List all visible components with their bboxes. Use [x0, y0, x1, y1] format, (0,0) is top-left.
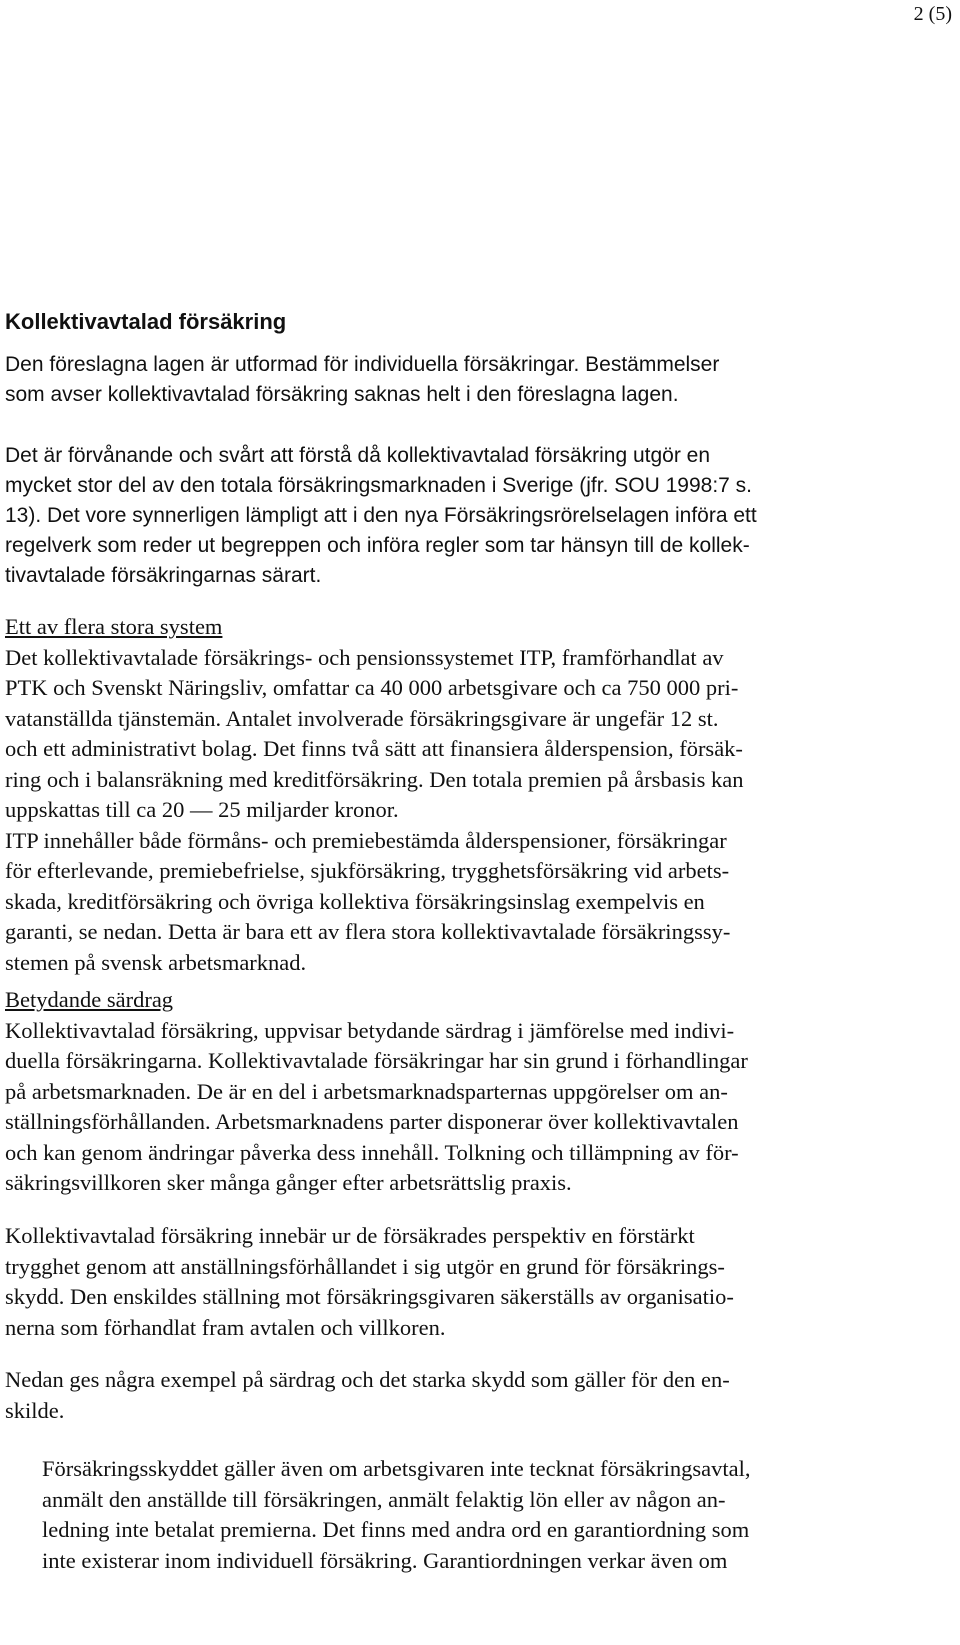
text-line: stemen på svensk arbetsmarknad. [5, 949, 307, 975]
text-line: Försäkringsskyddet gäller även om arbetsgivaren inte tecknat försäkringsavtal, [42, 1456, 751, 1481]
text-line: ledning inte betalat premierna. Det finns med andra ord en garantiordning som [42, 1517, 750, 1542]
text-line: duella försäkringarna. Kollektivavtalade försäkringar har sin grund i förhandlingar [5, 1048, 748, 1073]
text-line: mycket stor del av den totala försäkringsmarknaden i Sverige (jfr. SOU 1998:7 s. [5, 474, 753, 497]
text-line: och kan genom ändringar påverka dess innehåll. Tolkning och tillämpning av för- [5, 1139, 739, 1165]
text-line: Det är förvånande och svårt att förstå då kollektivavtalad försäkring utgör en [5, 444, 711, 467]
text-line: uppskattas till ca 20 — 25 miljarder kronor. [5, 797, 399, 822]
subheading-distinct-features: Betydande särdrag [5, 987, 174, 1012]
text-line: inte existerar inom individuell försäkring. Garantiordningen verkar även om [42, 1547, 728, 1573]
text-line: skada, kreditförsäkring och övriga kollektiva försäkringsinslag exempelvis en [5, 888, 705, 914]
text-line: garanti, se nedan. Detta är bara ett av flera stora kollektivavtalade försäkringssy- [5, 919, 731, 944]
text-line: anmält den anställde till försäkringen, anmält felaktig lön eller av någon an- [42, 1486, 726, 1512]
paragraph-intro [5, 350, 895, 410]
text-line: ring och i balansräkning med kreditförsäkring. Den totala premien på årsbasis kan [5, 766, 744, 792]
section-large-system [5, 612, 895, 978]
paragraph-guarantee [42, 1454, 897, 1576]
text-line: Det kollektivavtalade försäkrings- och pensionssystemet ITP, framförhandlat av [5, 644, 724, 670]
text-line: säkringsvillkoren sker många gånger efter arbetsrättslig praxis. [5, 1170, 572, 1195]
section-heading: Kollektivavtalad försäkring [5, 309, 287, 334]
text-line: 13). Det vore synnerligen lämpligt att i den nya Försäkringsrörelselagen införa ett [5, 504, 757, 527]
text-line: ITP innehåller både förmåns- och premiebestämda ålderspensioner, försäkringar [5, 827, 727, 853]
text-line: skilde. [5, 1397, 65, 1423]
text-line: regelverk som reder ut begreppen och införa regler som tar hänsyn till de kollek- [5, 534, 750, 557]
paragraph-security [5, 1221, 895, 1343]
page-number: 2 (5) [913, 3, 952, 25]
paragraph-examples [5, 1365, 895, 1426]
subheading-large-system: Ett av flera stora system [5, 614, 223, 639]
paragraph-surprise [5, 441, 895, 591]
text-line: Den föreslagna lagen är utformad för individuella försäkringar. Bestämmelser [5, 353, 720, 376]
text-line: Kollektivavtalad försäkring, uppvisar betydande särdrag i jämförelse med indivi- [5, 1017, 735, 1043]
text-line: ställningsförhållanden. Arbetsmarknadens parter disponerar över kollektivavtalen [5, 1109, 739, 1134]
text-line: som avser kollektivavtalad försäkring saknas helt i den föreslagna lagen. [5, 383, 679, 406]
section-distinct-features [5, 985, 895, 1199]
text-line: PTK och Svenskt Näringsliv, omfattar ca 40 000 arbetsgivare och ca 750 000 pri- [5, 675, 739, 700]
text-line: och ett administrativt bolag. Det finns två sätt att finansiera ålderspension, försäk- [5, 736, 743, 761]
text-line: för efterlevande, premiebefrielse, sjukförsäkring, trygghetsförsäkring vid arbets- [5, 858, 730, 883]
text-line: vatanställda tjänstemän. Antalet involverade försäkringsgivare är ungefär 12 st. [5, 705, 719, 731]
text-line: trygghet genom att anställningsförhållandet i sig utgör en grund för försäkrings- [5, 1253, 725, 1279]
text-line: skydd. Den enskildes ställning mot försäkringsgivaren säkerställs av organisatio- [5, 1284, 734, 1309]
text-line: tivavtalade försäkringarnas särart. [5, 564, 322, 587]
text-line: på arbetsmarknaden. De är en del i arbetsmarknadsparternas uppgörelser om an- [5, 1078, 728, 1104]
text-line: Kollektivavtalad försäkring innebär ur de försäkrades perspektiv en förstärkt [5, 1223, 695, 1248]
text-line: nerna som förhandlat fram avtalen och villkoren. [5, 1314, 446, 1340]
text-line: Nedan ges några exempel på särdrag och det starka skydd som gäller för den en- [5, 1367, 730, 1392]
